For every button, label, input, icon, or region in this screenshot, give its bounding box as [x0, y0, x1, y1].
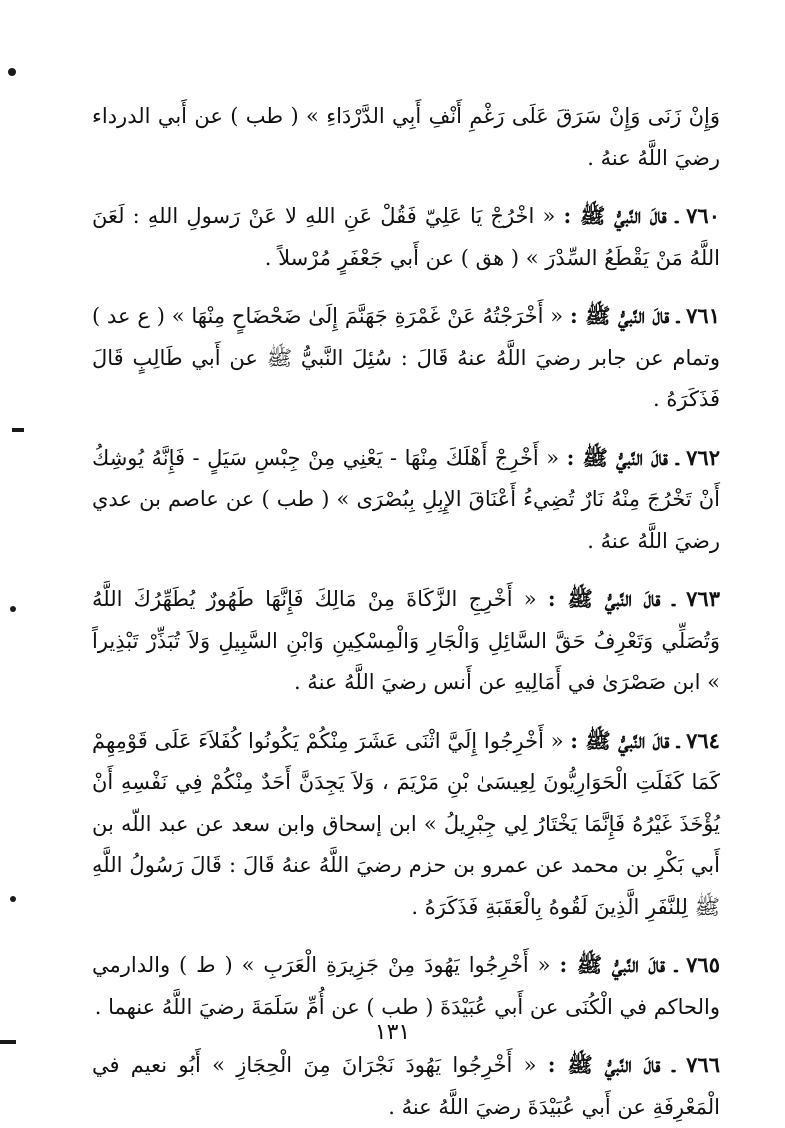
entry-number: ٧٦٥: [686, 952, 720, 977]
entry-lead: ـ قالَ النَّبيُّ ﷺ :: [569, 303, 680, 328]
entry-number: ٧٦٠: [686, 203, 720, 228]
hadith-entry-763: [92, 578, 720, 704]
entry-text: « اخْرُجْ يَا عَلِيّ فَقُلْ عَنِ اللهِ لا عَنْ رَسولِ اللهِ : لَعَنَ اللَّهُ مَنْ يَقْطَعُ السِّدْرَ » ( هق ) عن أَبي جَعْفَرٍ مُرْسلاً .: [92, 204, 720, 270]
entry-continuation: [92, 96, 720, 179]
hadith-entry-766: [92, 1044, 720, 1128]
page-number: ١٣١: [374, 1020, 411, 1045]
entry-lead: ـ قالَ النَّبيُّ ﷺ :: [566, 444, 679, 470]
hadith-entry-761: [92, 295, 720, 421]
hadith-entry-760: [92, 195, 720, 279]
hadith-entry-765: [92, 944, 720, 1028]
entry-text: « أَخْرِجُوا يَهُودَ نَجْرَانَ مِنَ الْحِجَازِ » أَبُو نعيم في الْمَعْرِفَةِ عن أَبي عُبَيْدَةَ رضيَ اللَّهُ عنهُ .: [92, 1053, 720, 1119]
entry-number: ٧٦٣: [686, 586, 720, 611]
entry-number: ٧٦١: [686, 303, 720, 328]
entry-text: « أَخْرِجْ أَهْلَكَ مِنْهَا - يَعْنِي مِنْ جِبْسِ سَيَلٍ - فَإِنَّهُ يُوشِكُ أَنْ تَخْرُجَ مِنْهُ نَارٌ تُضِيءُ أَعْنَاقَ الإِبِلِ بِبُصْرَى » ( طب ) عن عاصم بن عدي رضيَ اللَّهُ عنهُ .: [92, 445, 720, 553]
entry-lead: ـ قالَ النَّبيُّ ﷺ :: [563, 203, 679, 228]
entry-number: ٧٦٢: [686, 444, 720, 470]
entry-text: « أَخْرِجِ الزَّكَاةَ مِنْ مَالِكَ فَإِنَّهَا طَهُورٌ يُطَهِّرُكَ اللَّهُ وَتُصَلِّي وَتَعْرِفُ حَقَّ السَّائِلِ وَالْجَارِ وَالْمِسْكِينِ وَابْنِ السَّبِيلِ وَلاَ تُبَذِّرْ تَبْذِيراً » ابن صَصْرَىٰ في أَمَالِيهِ عن أَنس رضيَ اللَّهُ عنهُ .: [92, 587, 720, 694]
entry-text: « أَخْرِجُوا إِلَيَّ اثْنَى عَشَرَ مِنْكُمْ يَكُونُوا كُفَلاَءَ عَلَى قَوْمِهِمْ كَمَا كَفَلَتِ الْحَوَارِيُّونَ لِعِيسَىٰ بْنِ مَرْيَمَ ، وَلاَ يَجِدَنَّ أَحَدٌ مِنْكُمْ فِي نَفْسِهِ أَنْ يُؤْخَذَ غَيْرُهُ فَإِنَّمَا يَخْتَارُ لِي جِبْرِيلُ » ابن إسحاق وابن سعد عن عبد اللّه بن أَبي بَكْرِ بن محمد عن عمرو بن حزم رضيَ اللَّهُ عنهُ قَالَ : قَالَ رَسُولُ اللَّهِ ﷺ لِلنَّفَرِ الَّذِينَ لَقُوهُ بِالْعَقَبَةِ فَذَكَرَهُ .: [92, 728, 720, 919]
scan-mark: [10, 896, 16, 902]
entry-text: « أَخْرِجُوا يَهُودَ مِنْ جَزِيرَةِ الْعَرَبِ » ( ط ) والدارمي والحاكم في الْكُنَى عن أَبي عُبَيْدَةَ ( طب ) عن أُمِّ سَلَمَةَ رضيَ اللَّهُ عنهما .: [92, 953, 720, 1019]
scan-mark: [12, 428, 24, 432]
scan-mark: [10, 606, 16, 612]
entry-lead: ـ قالَ النَّبيُّ ﷺ :: [559, 952, 678, 977]
entry-number: ٧٦٤: [686, 727, 720, 753]
entry-text: « أَخْرَجْتُهُ عَنْ غَمْرَةِ جَهَنَّمَ إِلَىٰ ضَحْضَاحٍ مِنْهَا » ( ع عد ) وتمام عن جابر رضيَ اللَّهُ عنهُ قَالَ : سُئِلَ النَّبيُّ ﷺ عن أَبي طَالِبٍ قَالَ فَذَكَرَهُ .: [92, 304, 720, 411]
entry-lead: ـ قالَ النَّبيُّ ﷺ :: [547, 586, 675, 611]
hadith-text-block: [92, 96, 720, 1128]
hadith-entry-762: [92, 437, 720, 563]
scan-mark: [8, 68, 16, 76]
entry-text: وَإِنْ زَنَى وَإِنْ سَرَقَ عَلَى رَغْمِ أَنْفِ أَبِي الدَّرْدَاءِ » ( طب ) عن أَبي الدرداء رضيَ اللَّهُ عنهُ .: [92, 104, 720, 170]
entry-lead: ـ قالَ النَّبيُّ ﷺ :: [547, 1052, 675, 1077]
hadith-entry-764: [92, 720, 720, 929]
entry-lead: ـ قالَ النَّبيُّ ﷺ :: [570, 727, 680, 753]
entry-number: ٧٦٦: [686, 1052, 720, 1077]
